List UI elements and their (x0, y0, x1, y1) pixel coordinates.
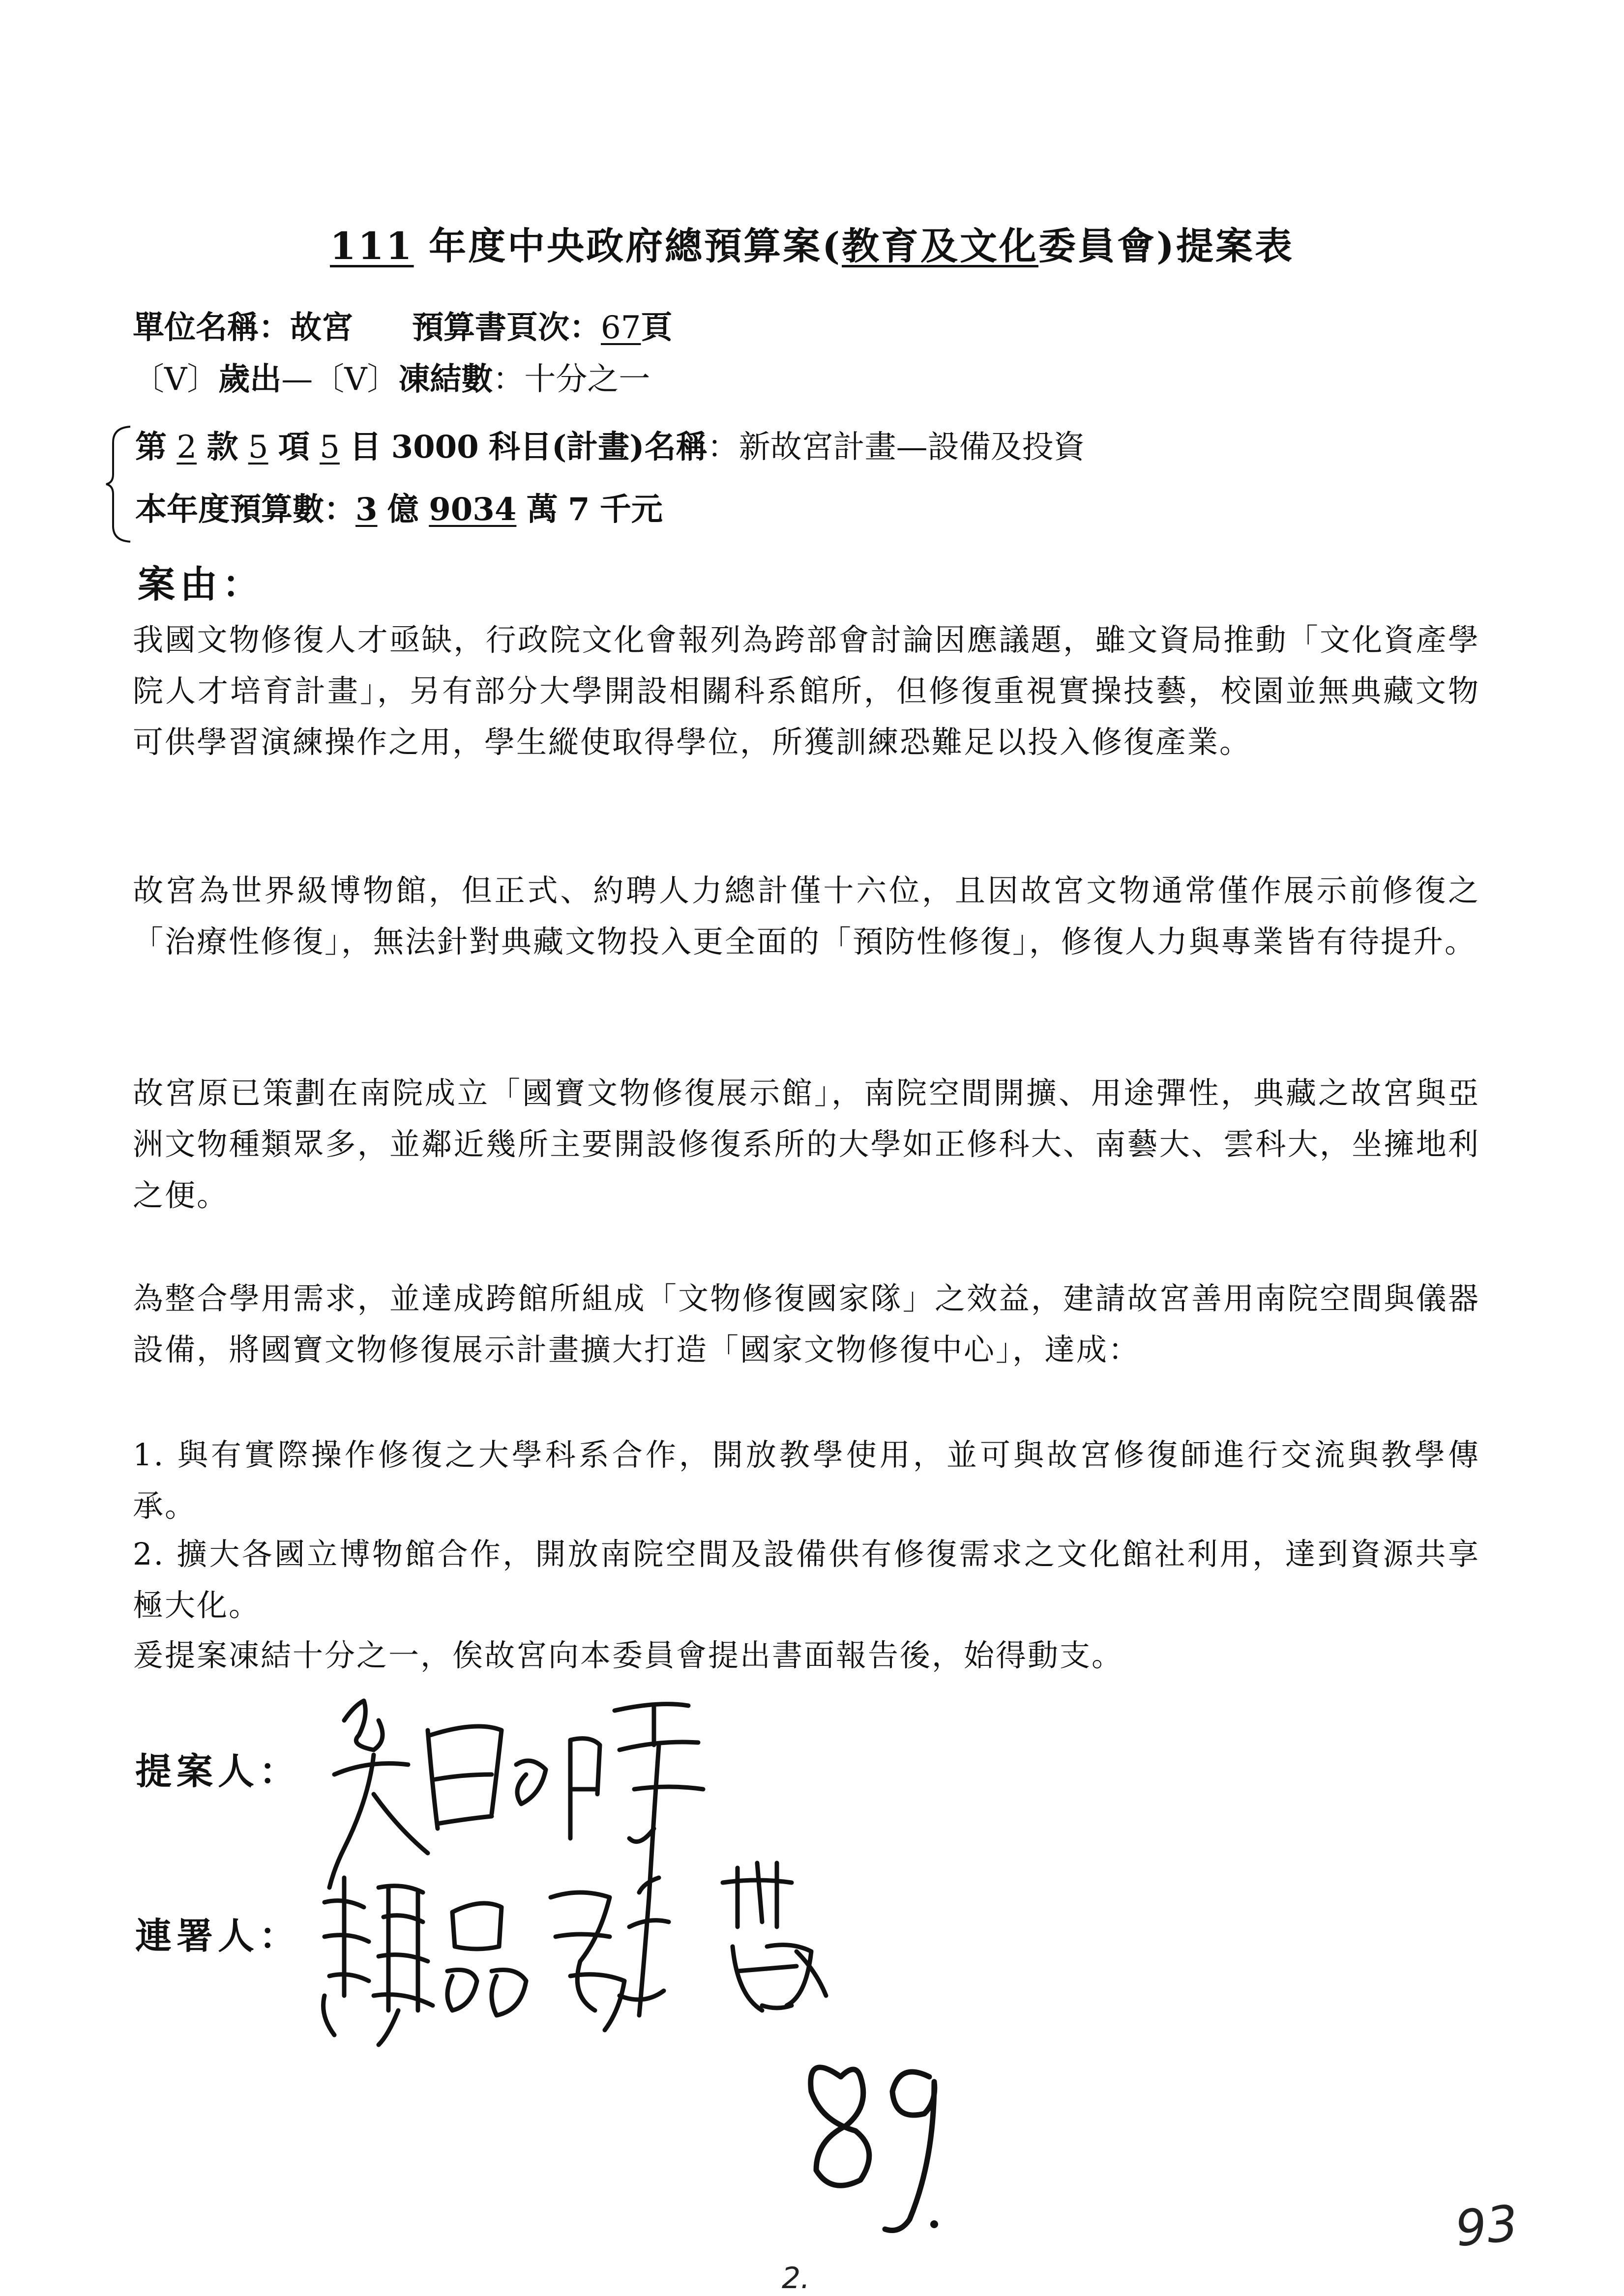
budget-item-line (135, 422, 1085, 467)
handwritten-89-stroke (787, 2033, 964, 2239)
proposer-label: 提案人： (135, 1750, 300, 1793)
reason-paragraph-3: 故宮原已策劃在南院成立「國寶文物修復展示館」，南院空間開擴、用途彈性，典藏之故宮與亞洲文物種類眾多，並鄰近幾所主要開設修復系所的大學如正修科大、南藝大、雲科大，坐擁地利之便。 (133, 1075, 1480, 1213)
budget-yi: 3 (355, 491, 378, 528)
check-freeze-mark: 〔V〕 (313, 361, 399, 398)
xiang-label: 項 (278, 429, 310, 465)
title-year: 111 (329, 224, 414, 268)
mu-number: 5 (320, 429, 340, 465)
check-dash: — (281, 361, 313, 398)
mu-label: 目 (350, 429, 382, 465)
subject-code: 3000 (391, 429, 479, 465)
reason-item-2: 2. 擴大各國立博物館合作，開放南院空間及設備供有修復需求之文化館社利用，達到資源共享極大化。 (133, 1536, 1480, 1623)
reason-paragraph-2: 故宮為世界級博物館，但正式、約聘人力總計僅十六位，且因故宮文物通常僅作展示前修復之「治療性修復」，無法針對典藏文物投入更全面的「預防性修復」，修復人力與專業皆有待提升。 (133, 872, 1480, 959)
page-title (0, 216, 1624, 270)
page-number-2: 2. (782, 2261, 810, 2296)
page-suffix: 頁 (641, 309, 673, 346)
unit-label: 單位名稱： (133, 309, 290, 346)
budget-yi-unit: 億 (387, 491, 419, 528)
kuan-label: 款 (207, 429, 238, 465)
freeze-value: ：十分之一 (493, 361, 650, 398)
title-text-end: 委員會)提案表 (1038, 224, 1295, 268)
budget-amount-line (135, 484, 663, 529)
reason-item-1: 1. 與有實際操作修復之大學科系合作，開放教學使用，並可與故宮修復師進行交流與教學傳承。 (133, 1437, 1480, 1524)
checkbox-line (133, 354, 650, 399)
curly-bracket (103, 423, 133, 546)
check-expenditure-mark: 〔V〕 (133, 361, 219, 398)
item-prefix: 第 (135, 429, 167, 465)
budget-label: 本年度預算數： (135, 491, 355, 528)
page-label: 預算書頁次： (412, 309, 601, 346)
reason-paragraph-4: 為整合學用需求，並達成跨館所組成「文物修復國家隊」之效益，建請故宮善用南院空間與儀器設備，將國寶文物修復展示計畫擴大打造「國家文物修復中心」，達成： (133, 1280, 1480, 1367)
unit-value: 故宮 (290, 309, 353, 346)
xiang-number: 5 (248, 429, 268, 465)
kuan-number: 2 (177, 429, 197, 465)
subject-label: 科目(計畫)名稱 (489, 429, 708, 465)
check-freeze-label: 凍結數 (398, 361, 493, 398)
page-value: 67 (601, 310, 641, 346)
case-reason-heading: 案由： (138, 562, 265, 606)
budget-wan-unit: 萬 (526, 491, 558, 528)
cosigner-label: 連署人： (135, 1915, 300, 1957)
unit-line (133, 302, 672, 348)
budget-qian-unit: 千元 (599, 491, 663, 528)
subject-value: ：新故宮計畫—設備及投資 (707, 429, 1085, 465)
page-number-93: 93 (1452, 2194, 1521, 2258)
cosigner-signatures (305, 1848, 944, 2055)
title-text-mid: 年度中央政府總預算案( (413, 224, 842, 268)
reason-conclusion: 爰提案凍結十分之一，俟故宮向本委員會提出書面報告後，始得動支。 (133, 1637, 1124, 1673)
title-committee: 教育及文化 (842, 224, 1039, 268)
handwritten-89 (787, 2033, 964, 2241)
budget-wan: 9034 (429, 491, 517, 528)
budget-qian: 7 (568, 491, 590, 528)
check-expenditure-label: 歲出 (218, 361, 282, 398)
reason-paragraph-1: 我國文物修復人才亟缺，行政院文化會報列為跨部會討論因應議題，雖文資局推動「文化資產學院人才培育計畫」，另有部分大學開設相關科系館所，但修復重視實操技藝，校園並無典藏文物可供學習演練操作之用，學生縱使取得學位，所獲訓練恐難足以投入修復產業。 (133, 622, 1480, 760)
